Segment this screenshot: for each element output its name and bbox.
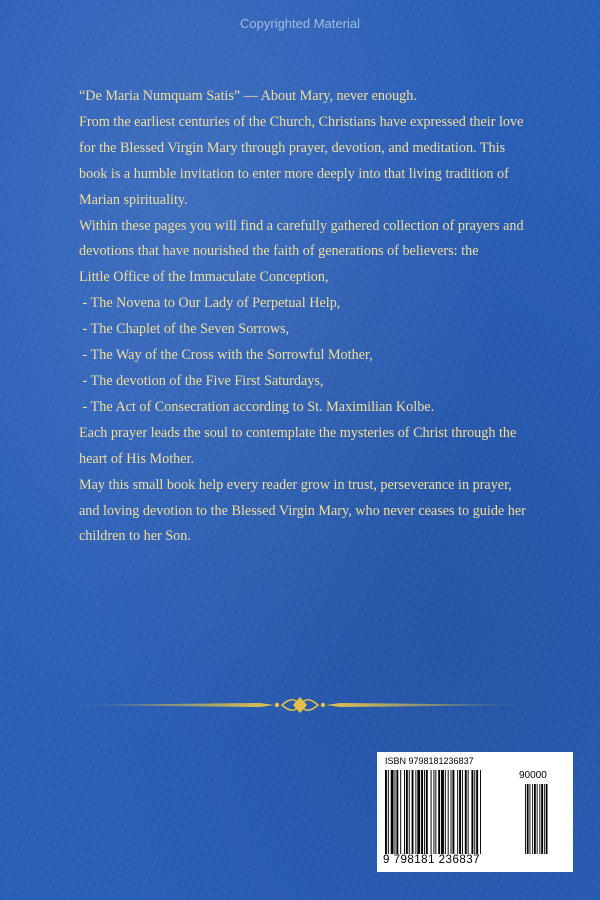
list-item: - The Act of Consecration according to St. Maximilian Kolbe.: [79, 398, 435, 415]
barcode-bar: [544, 784, 545, 854]
barcode-bar: [530, 784, 531, 854]
barcode-bar: [404, 770, 405, 854]
barcode-bar: [457, 770, 458, 854]
barcode-bar: [534, 784, 536, 854]
barcode-bar: [532, 784, 533, 854]
devotions-list: [79, 265, 534, 420]
barcode-bar: [468, 770, 469, 854]
list-item: - The Novena to Our Lady of Perpetual Help,: [79, 295, 341, 312]
barcode-bar: [426, 770, 428, 854]
barcode-bar: [541, 784, 543, 854]
barcode-bar: [462, 770, 463, 854]
blurb-paragraph-intro: From the earliest centuries of the Church, Christians have expressed their love for the Blessed Virgin Mary through prayer, devotion, and meditation. This book is a humble invitation to enter more deeply into that living tradition of Marian spirituality.: [79, 113, 524, 208]
barcode-bar: [459, 770, 461, 854]
list-item: - The Way of the Cross with the Sorrowful Mother,: [79, 347, 373, 364]
barcode-bar: [476, 770, 478, 854]
barcode-bar: [527, 784, 529, 854]
barcode-bar: [435, 770, 436, 854]
copyright-watermark: Copyrighted Material: [240, 16, 360, 31]
barcode-bar: [433, 770, 434, 854]
barcode-bar: [451, 770, 452, 854]
barcode-bar: [415, 770, 416, 854]
blurb-paragraph-prayer: Each prayer leads the soul to contemplate the mysteries of Christ through the heart of His Mother.: [79, 424, 517, 467]
list-item: - The Chaplet of the Seven Sorrows,: [79, 321, 290, 338]
barcode-bar: [452, 770, 454, 854]
barcode-bar: [441, 770, 444, 854]
barcode-bar: [396, 770, 398, 854]
barcode-bar: [409, 770, 410, 854]
barcode-bar: [480, 770, 481, 854]
barcode-bar: [406, 770, 408, 854]
blurb-paragraph-motto: “De Maria Numquam Satis” — About Mary, never enough.: [79, 88, 417, 104]
barcode-bar: [438, 770, 440, 854]
barcode-bar: [400, 770, 401, 854]
barcode-bar: [546, 784, 548, 854]
blurb-text: [79, 84, 534, 550]
barcode-bar: [388, 770, 389, 854]
isbn-label: ISBN 9798181236837: [385, 756, 474, 766]
barcode-bar: [385, 770, 387, 854]
barcode-bars: [385, 770, 565, 860]
list-item: - The devotion of the Five First Saturdays,: [79, 372, 324, 389]
barcode-bar: [471, 770, 473, 854]
barcode-bar: [539, 784, 540, 854]
gold-divider-ornament: [60, 692, 540, 718]
isbn-barcode: [377, 752, 573, 872]
barcode-bar: [395, 770, 396, 854]
barcode-bar: [424, 770, 425, 854]
barcode-bar: [525, 784, 526, 854]
barcode-bar: [421, 770, 423, 854]
barcode-bar: [474, 770, 475, 854]
price-code: 90000: [519, 770, 547, 781]
barcode-bar: [448, 770, 449, 854]
blurb-paragraph-contents: Within these pages you will find a carefully gathered collection of prayers and devotions that have nourished the faith of generations of believers: the: [79, 217, 524, 260]
list-item: Little Office of the Immaculate Conception,: [79, 269, 329, 286]
barcode-bar: [417, 770, 420, 854]
isbn-digits: 9 798181 236837: [383, 854, 567, 866]
barcode-bar: [465, 770, 467, 854]
barcode-bar: [412, 770, 414, 854]
barcode-bar: [431, 770, 432, 854]
barcode-bar: [537, 784, 538, 854]
barcode-bar: [445, 770, 446, 854]
barcode-bar: [391, 770, 394, 854]
blurb-paragraph-closing: May this small book help every reader grow in trust, perseverance in prayer, and loving devotion to the Blessed Virgin Mary, who never ceases to guide her children to her Son.: [79, 476, 526, 545]
